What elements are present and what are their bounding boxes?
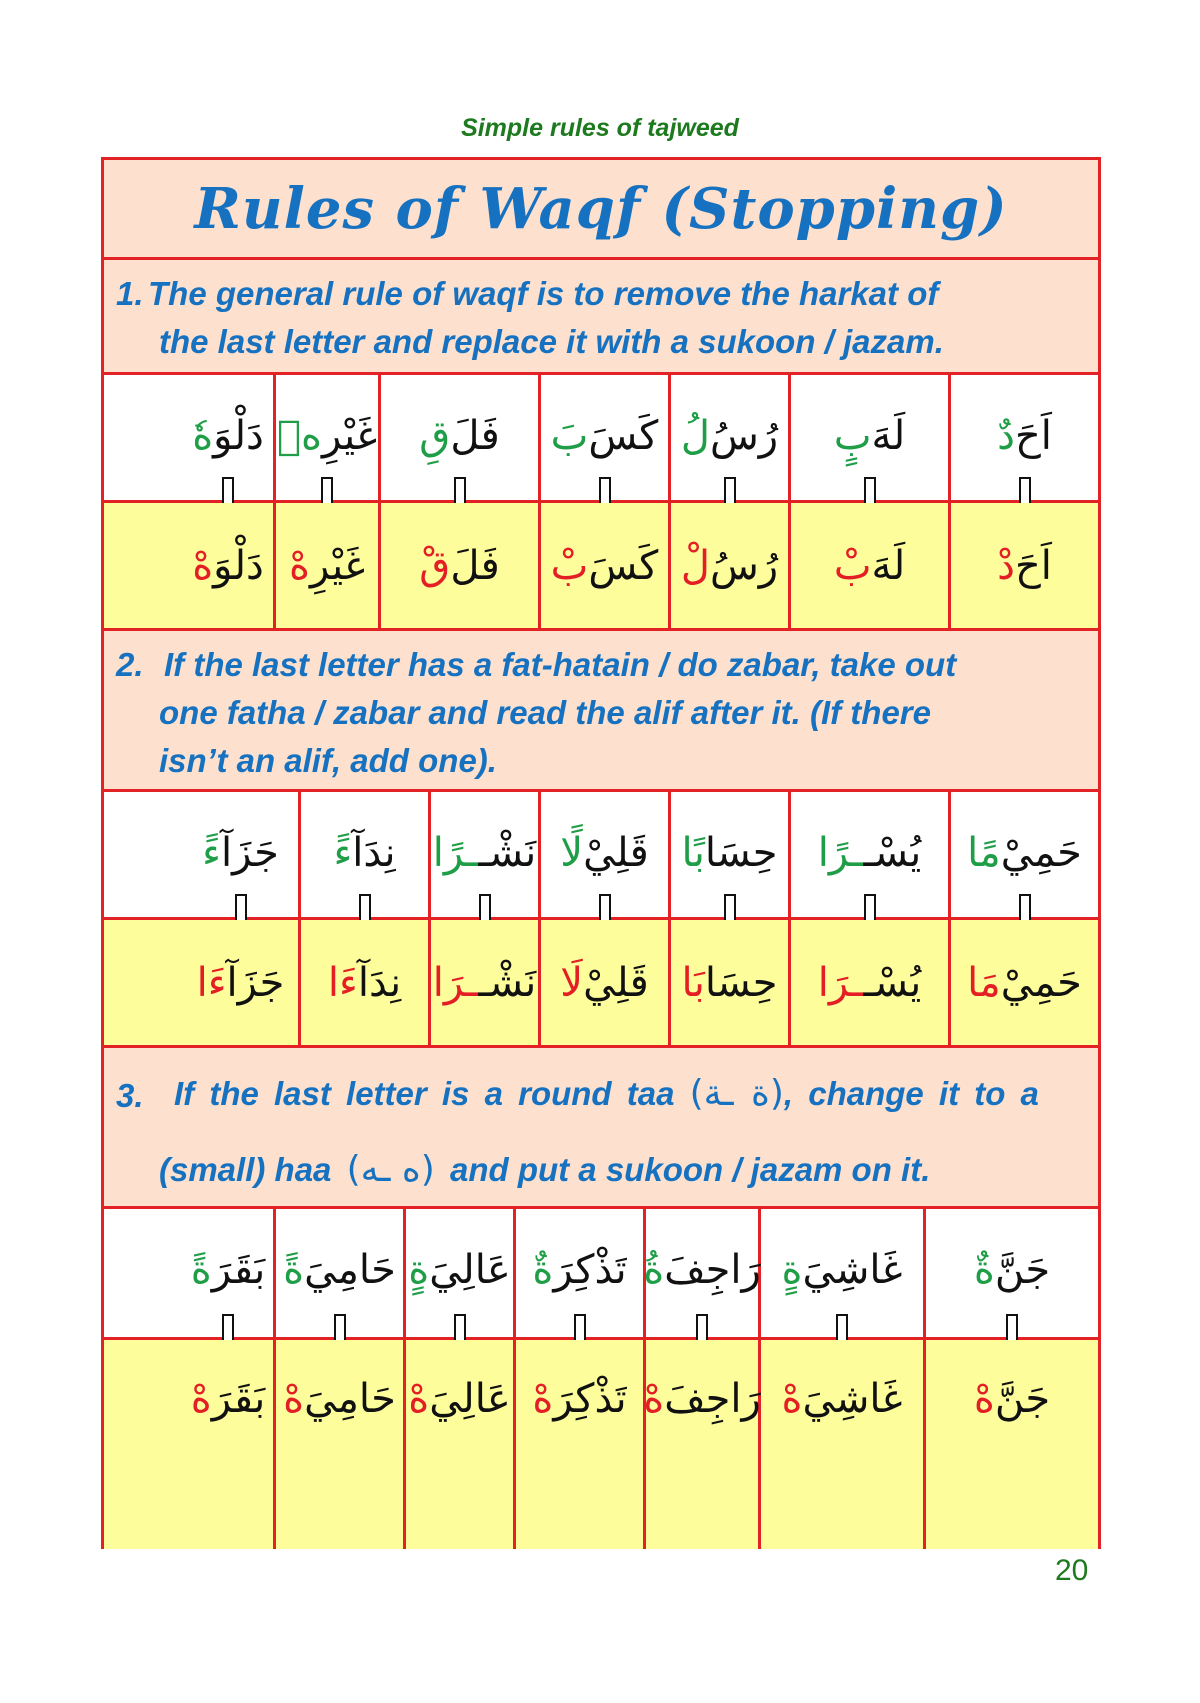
rule-2-line-2: one fatha / zabar and read the alif after it. (If there <box>159 694 931 731</box>
stopped-word-6 <box>273 503 378 628</box>
word-stem: جَزَآ <box>220 830 279 876</box>
original-word-5 <box>403 1209 513 1337</box>
word-ending: ءً <box>202 830 221 876</box>
page-number: 20 <box>1055 1554 1089 1587</box>
word-ending: بٍ <box>833 413 872 459</box>
rule-2-stopped-words <box>104 920 1098 1048</box>
word-stem: غَيْرِ <box>321 413 378 459</box>
rule-number: 2. <box>116 646 144 683</box>
word-ending: ـرًا <box>817 830 863 876</box>
word-ending: مَا <box>967 959 1001 1006</box>
stopped-word-2 <box>758 1340 923 1549</box>
original-word-3 <box>668 375 788 500</box>
word-ending: ءً <box>333 830 353 876</box>
stopped-word-2 <box>788 503 948 628</box>
word-stem: لَهَ <box>871 413 906 459</box>
word-ending: بْ <box>550 542 589 589</box>
stopped-word-1 <box>948 503 1098 628</box>
original-word-1 <box>948 375 1098 500</box>
word-stem: تَذْكِرَ <box>553 1247 627 1293</box>
word-ending: ةٌ <box>973 1247 995 1293</box>
word-stem: حَمِيْ <box>1000 959 1082 1006</box>
word-stem: حِسَا <box>704 959 778 1006</box>
word-stem: لَهَ <box>871 542 906 589</box>
word-ending: ـرَا <box>432 959 478 1006</box>
word-ending: ةُ <box>643 1247 665 1293</box>
word-stem: نَشْـ <box>477 830 537 876</box>
original-word-4 <box>538 792 668 917</box>
rule-3-stopped-words <box>104 1340 1098 1549</box>
word-ending: هْ <box>190 1376 212 1422</box>
rule-1-line-2: the last letter and replace it with a sukoon / jazam. <box>159 323 944 360</box>
word-stem: حَامِيَ <box>304 1376 396 1422</box>
rules-table <box>101 157 1101 1549</box>
stopped-word-7 <box>183 920 298 1045</box>
rule-1-text <box>104 260 1098 375</box>
word-stem: دَلْوَ <box>213 542 264 589</box>
word-stem: كَسَ <box>588 542 659 589</box>
small-haa-glyph: (ه ـه) <box>346 1149 435 1190</box>
stopped-word-5 <box>378 503 538 628</box>
stopped-word-3 <box>643 1340 761 1549</box>
rule-3-line-2: (small) haa (ه ـه) and put a sukoon / jazam on it. <box>159 1149 931 1190</box>
word-ending: ءَا <box>196 959 227 1006</box>
original-word-2 <box>758 1209 923 1337</box>
word-ending: لَا <box>560 959 584 1006</box>
stopped-word-7 <box>183 503 273 628</box>
word-stem: نِدَآ <box>357 959 402 1006</box>
word-ending: ةً <box>283 1247 305 1293</box>
original-word-6 <box>298 792 428 917</box>
word-ending: بًا <box>681 830 705 876</box>
word-ending: بَ <box>550 413 589 459</box>
word-ending: هْ <box>781 1376 803 1422</box>
stopped-word-3 <box>668 920 788 1045</box>
word-ending: ءَا <box>327 959 358 1006</box>
word-stem: عَالِيَ <box>429 1376 511 1422</box>
rule-1-stopped-words <box>104 503 1098 631</box>
original-word-7 <box>183 792 298 917</box>
page-title: Rules of Waqf (Stopping) <box>104 160 1098 260</box>
original-word-4 <box>513 1209 643 1337</box>
stopped-word-6 <box>273 1340 403 1549</box>
word-stem: غَيْرِ <box>309 542 366 589</box>
word-ending: مًا <box>967 830 1001 876</box>
word-stem: اَحَ <box>1014 413 1052 459</box>
word-ending: دٌ <box>997 413 1015 459</box>
original-word-7 <box>183 375 273 500</box>
word-ending: ةٍ <box>781 1247 803 1293</box>
word-stem: تَذْكِرَ <box>553 1376 627 1422</box>
word-ending: بْ <box>833 542 872 589</box>
original-word-1 <box>923 1209 1098 1337</box>
stopped-word-1 <box>948 920 1098 1045</box>
original-word-6 <box>273 375 378 500</box>
rule-2-line-1: If the last letter has a fat-hatain / do zabar, take out <box>164 646 957 683</box>
word-ending: لُ <box>680 413 710 459</box>
original-word-2 <box>788 792 948 917</box>
original-word-5 <box>428 792 538 917</box>
word-stem: رَاجِفَ <box>664 1247 761 1293</box>
word-ending: قْ <box>419 542 451 589</box>
rule-number: 3. <box>116 1077 144 1114</box>
round-taa-glyph: (ة ـة) <box>689 1073 784 1114</box>
word-ending: ـرَا <box>817 959 863 1006</box>
rule-3-line-1: If the last letter is a round taa (ة ـة), change it to a <box>174 1073 1039 1114</box>
running-header: Simple rules of tajweed <box>461 114 739 142</box>
word-stem: رُسُ <box>709 542 779 589</box>
stopped-word-4 <box>538 920 668 1045</box>
word-stem: نِدَآ <box>352 830 396 876</box>
word-stem: جَنَّ <box>994 1376 1051 1422</box>
word-ending: قِ <box>419 413 451 459</box>
original-word-3 <box>668 792 788 917</box>
stopped-word-1 <box>923 1340 1098 1549</box>
word-ending: هْ <box>288 542 310 589</box>
word-stem: دَلْوَ <box>213 413 264 459</box>
stopped-word-3 <box>668 503 788 628</box>
original-word-4 <box>538 375 668 500</box>
word-stem: بَقَرَ <box>211 1376 266 1422</box>
word-stem: عَالِيَ <box>429 1247 511 1293</box>
word-ending: هْ <box>408 1376 430 1422</box>
stopped-word-5 <box>403 1340 513 1549</box>
word-stem: رُسُ <box>709 413 779 459</box>
original-word-5 <box>378 375 538 500</box>
rule-1-line-1: The general rule of waqf is to remove the harkat of <box>148 275 939 312</box>
stopped-word-6 <box>298 920 428 1045</box>
word-stem: جَنَّ <box>994 1247 1051 1293</box>
word-ending: لْ <box>680 542 710 589</box>
word-ending: هْ <box>192 542 214 589</box>
word-stem: حِسَا <box>704 830 778 876</box>
word-stem: يُسْـ <box>862 830 922 876</box>
word-stem: بَقَرَ <box>211 1247 266 1293</box>
original-word-3 <box>643 1209 761 1337</box>
word-ending: دْ <box>997 542 1015 589</box>
word-ending: لًا <box>560 830 584 876</box>
word-ending: ةً <box>190 1247 212 1293</box>
original-word-1 <box>948 792 1098 917</box>
word-stem: قَلِيْ <box>583 959 649 1006</box>
word-stem: جَزَآ <box>226 959 285 1006</box>
rule-2-original-words <box>104 792 1098 920</box>
word-ending: هٗ <box>192 413 214 459</box>
word-stem: قَلِيْ <box>583 830 649 876</box>
word-ending: هْ <box>973 1376 995 1422</box>
rule-2-line-3: isn’t an alif, add one). <box>159 742 497 779</box>
word-ending: بَا <box>681 959 705 1006</box>
stopped-word-5 <box>428 920 538 1045</box>
stopped-word-4 <box>513 1340 643 1549</box>
rule-3-original-words <box>104 1209 1098 1340</box>
word-stem: فَلَ <box>450 413 500 459</box>
word-ending: هْ <box>532 1376 554 1422</box>
original-word-6 <box>273 1209 403 1337</box>
stopped-word-4 <box>538 503 668 628</box>
stopped-word-7 <box>183 1340 273 1549</box>
word-stem: نَشْـ <box>477 959 537 1006</box>
word-stem: غَاشِيَ <box>802 1247 903 1293</box>
word-ending: هْ <box>643 1376 665 1422</box>
word-stem: فَلَ <box>450 542 500 589</box>
word-ending: ةٌ <box>532 1247 554 1293</box>
stopped-word-2 <box>788 920 948 1045</box>
word-stem: يُسْـ <box>862 959 922 1006</box>
rule-1-original-words <box>104 375 1098 503</box>
word-ending: هْ <box>283 1376 305 1422</box>
word-ending: ـرًا <box>432 830 478 876</box>
word-ending: هٖ <box>276 413 322 459</box>
word-stem: كَسَ <box>588 413 659 459</box>
word-stem: غَاشِيَ <box>802 1376 903 1422</box>
rule-number: 1. <box>116 275 144 312</box>
rule-2-text <box>104 631 1098 792</box>
word-stem: حَمِيْ <box>1000 830 1082 876</box>
rule-3-text <box>104 1048 1098 1209</box>
word-stem: اَحَ <box>1014 542 1052 589</box>
word-stem: حَامِيَ <box>304 1247 396 1293</box>
original-word-7 <box>183 1209 273 1337</box>
original-word-2 <box>788 375 948 500</box>
word-ending: ةٍ <box>408 1247 430 1293</box>
word-stem: رَاجِفَ <box>664 1376 761 1422</box>
